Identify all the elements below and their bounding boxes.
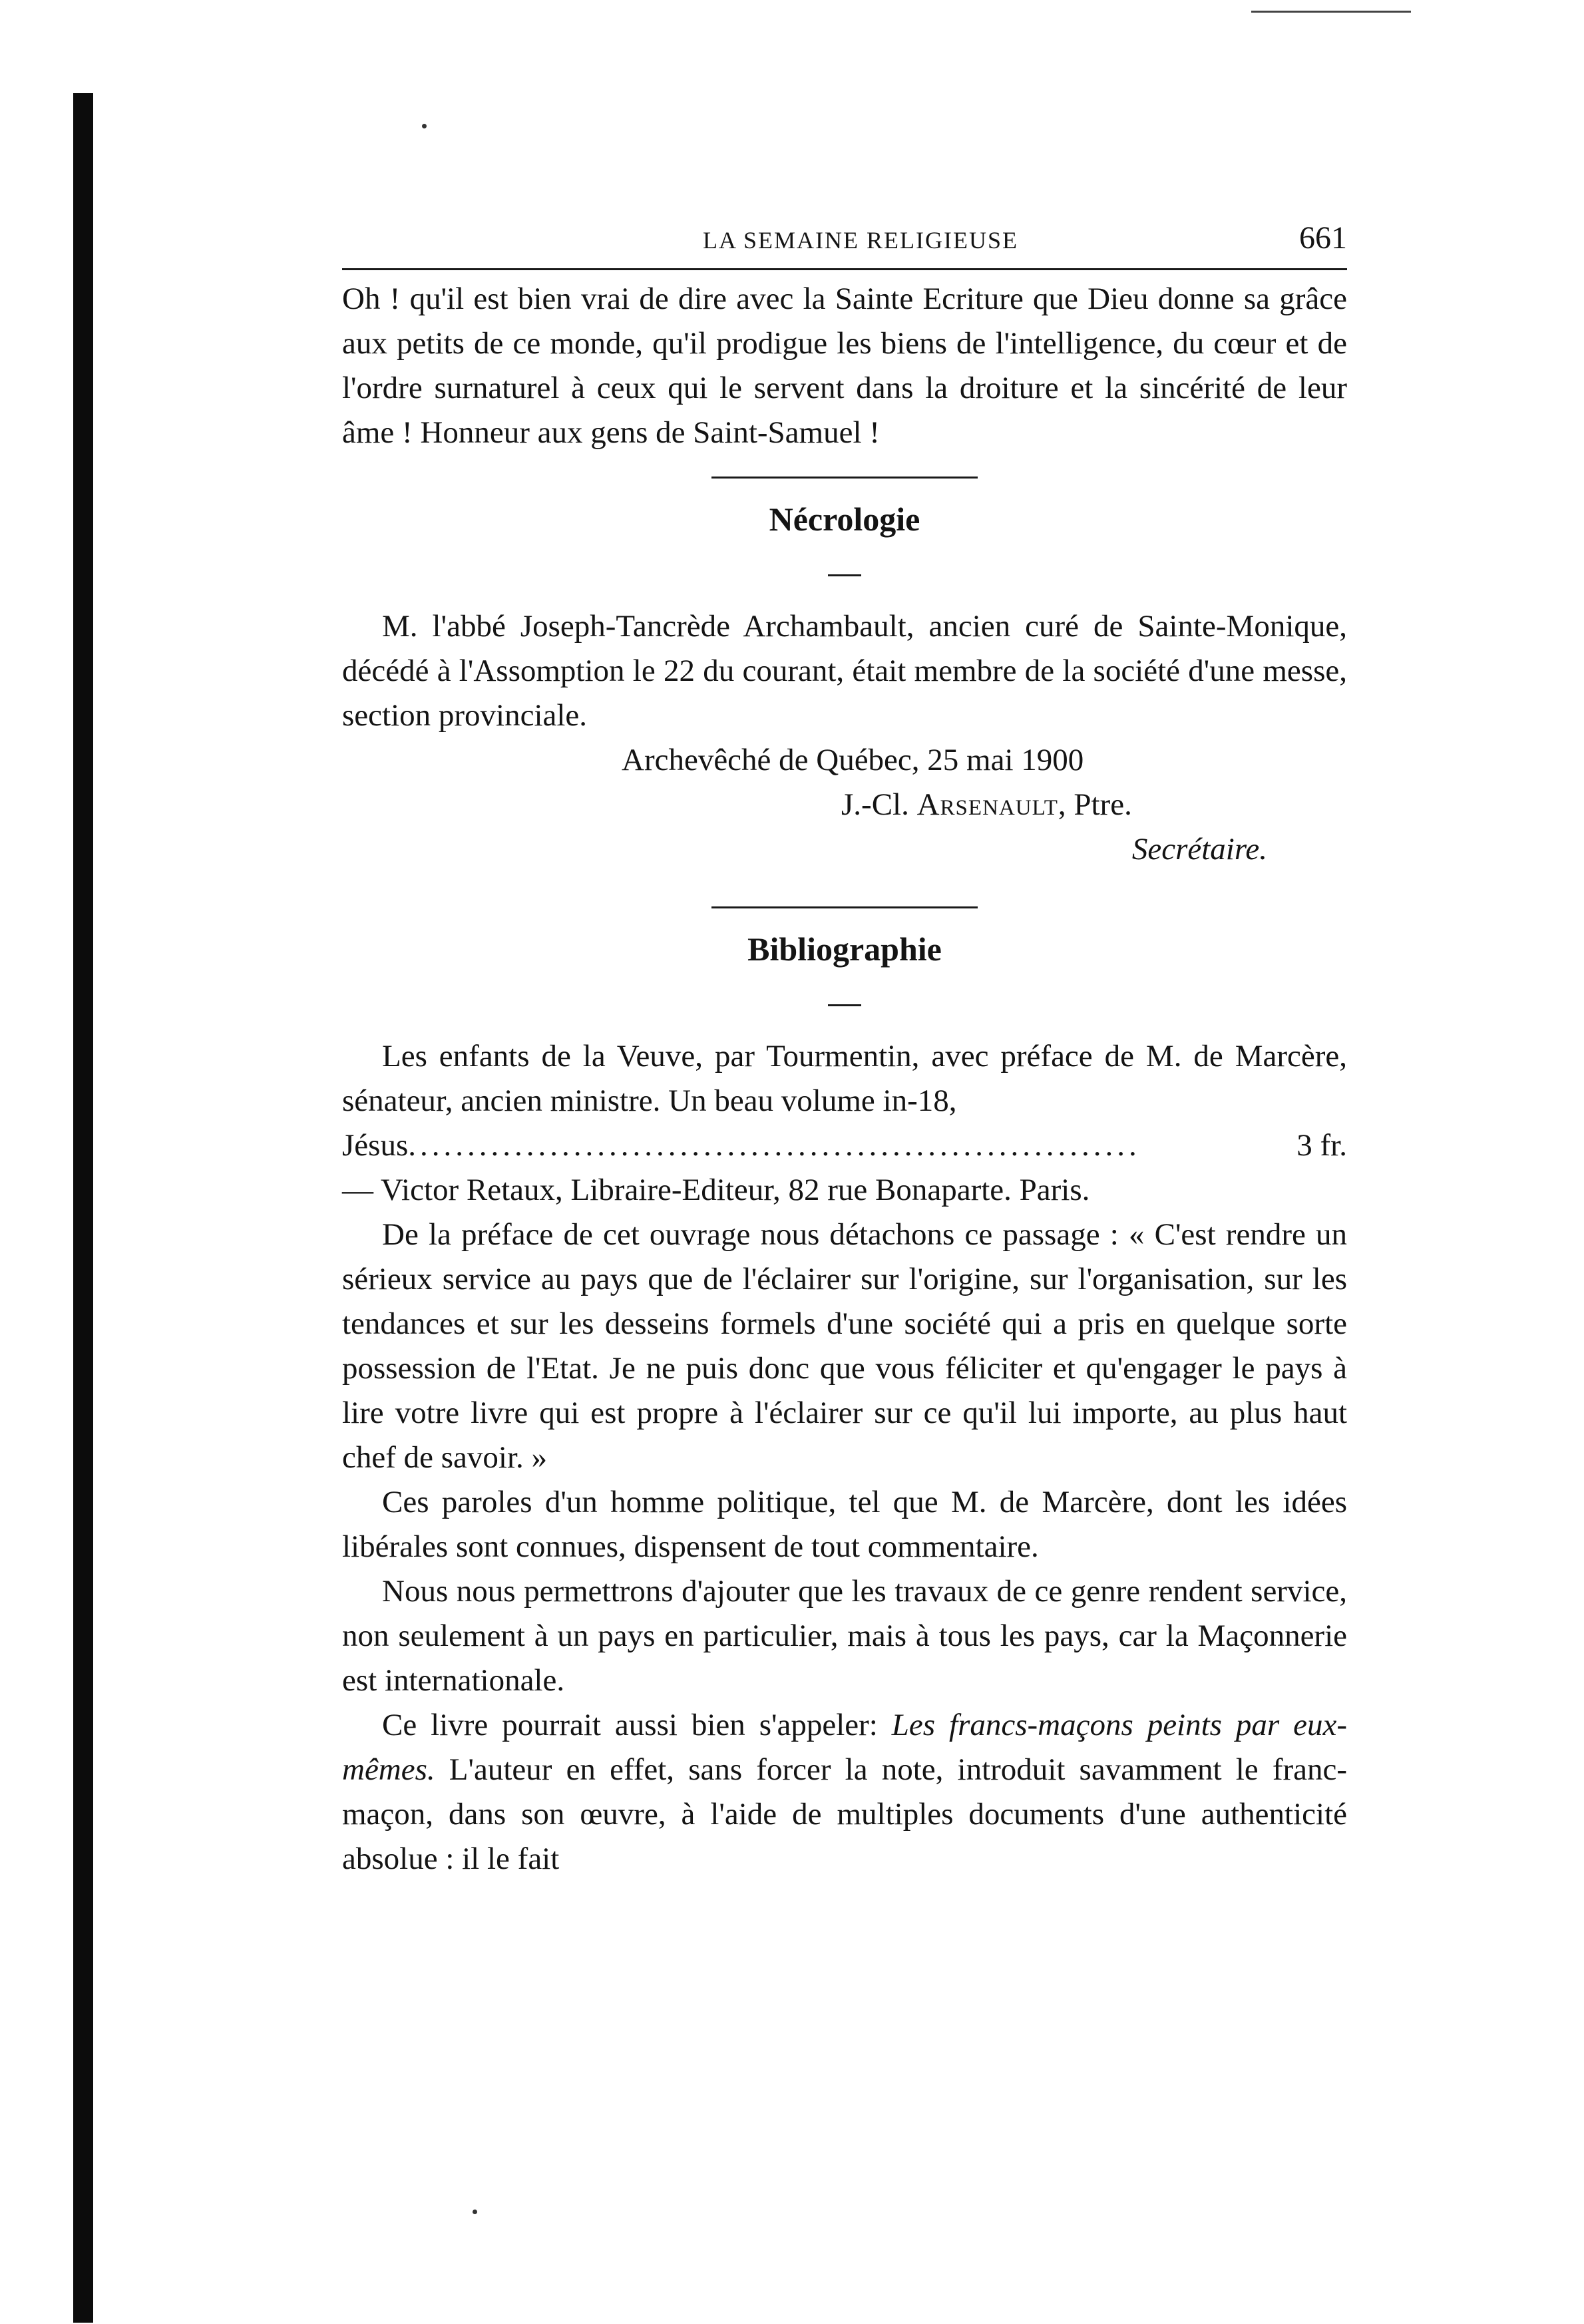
necrologie-dateline: Archevêché de Québec, 25 mai 1900	[622, 743, 1084, 777]
necrologie-body: M. l'abbé Joseph-Tancrède Archambault, ancien curé de Sainte-Monique, décédé à l'Assomption le 22 du courant, était membre de la société d'une messe, section provinciale.	[342, 609, 1347, 733]
necrologie-signature	[342, 783, 1347, 827]
entry-price: 3 fr.	[1296, 1128, 1347, 1163]
paragraph-4-end: L'auteur en effet, sans forcer la note, introduit savamment le franc-maçon, dans son œuvre, à l'aide de multiples documents d'une authenticité absolue : il le fait	[342, 1752, 1347, 1876]
bibliographie-paragraph-2: Ces paroles d'un homme politique, tel que M. de Marcère, dont les idées libérales sont connues, dispensent de tout commentaire.	[342, 1485, 1347, 1564]
dot-leader: ..............................................................	[408, 1128, 1141, 1163]
section-rule	[711, 906, 978, 908]
print-speck	[473, 2210, 477, 2214]
page-number: 661	[1299, 220, 1347, 256]
entry-format: Jésus	[342, 1128, 409, 1163]
bibliographie-entry: Les enfants de la Veuve, par Tourmentin, avec préface de M. de Marcère, sénateur, ancien ministre. Un beau volume in-18,	[342, 1039, 1347, 1118]
signature-initials: J.-Cl.	[841, 787, 909, 822]
bibliographie-heading: Bibliographie	[747, 930, 942, 968]
running-head-title: LA SEMAINE RELIGIEUSE	[703, 227, 1018, 254]
heading-dash	[828, 574, 861, 576]
bibliographie-paragraph-4	[342, 1703, 1347, 1881]
heading-dash	[828, 1004, 861, 1006]
opening-paragraph: Oh ! qu'il est bien vrai de dire avec la Sainte Ecriture que Dieu donne sa grâce aux petits de ce monde, qu'il prodigue les biens de l'intelligence, du cœur et de l'ordre surnaturel à ceux qui le servent dans la droiture et la sincérité de leur âme ! Honneur aux gens de Saint-Samuel !	[342, 282, 1347, 450]
binding-edge	[73, 93, 93, 2323]
signature-suffix: , Ptre.	[1058, 787, 1132, 822]
bibliographie-paragraph-1: De la préface de cet ouvrage nous détachons ce passage : « C'est rendre un sérieux service au pays que de l'éclairer sur l'origine, sur l'organisation, sur les tendances et sur les desseins formels d'une société qui a pris en quelque sorte possession de l'Etat. Je ne puis donc que vous féliciter et qu'engager le pays à lire votre livre qui est propre à l'éclairer sur ce qu'il lui importe, au plus haut chef de savoir. »	[342, 1217, 1347, 1475]
bibliographie-price-line	[342, 1123, 1347, 1168]
bibliographie-paragraph-3: Nous nous permettrons d'ajouter que les travaux de ce genre rendent service, non seulement à un pays en particulier, mais à tous les pays, car la Maçonnerie est internationale.	[342, 1574, 1347, 1698]
signature-surname: Arsenault	[916, 787, 1058, 822]
section-rule	[711, 477, 978, 479]
publisher-line: — Victor Retaux, Libraire-Editeur, 82 rue Bonaparte. Paris.	[342, 1173, 1090, 1207]
running-head	[342, 220, 1347, 270]
paragraph-4-start: Ce livre pourrait aussi bien s'appeler:	[382, 1708, 892, 1742]
necrologie-heading: Nécrologie	[769, 500, 920, 538]
book-alt-title: Les francs-maçons peints par eux-mêmes.	[342, 1708, 1347, 1787]
signature-title: Secrétaire.	[1131, 832, 1267, 867]
top-scan-rule	[1251, 11, 1411, 13]
page	[342, 220, 1347, 1881]
print-speck	[422, 124, 427, 128]
